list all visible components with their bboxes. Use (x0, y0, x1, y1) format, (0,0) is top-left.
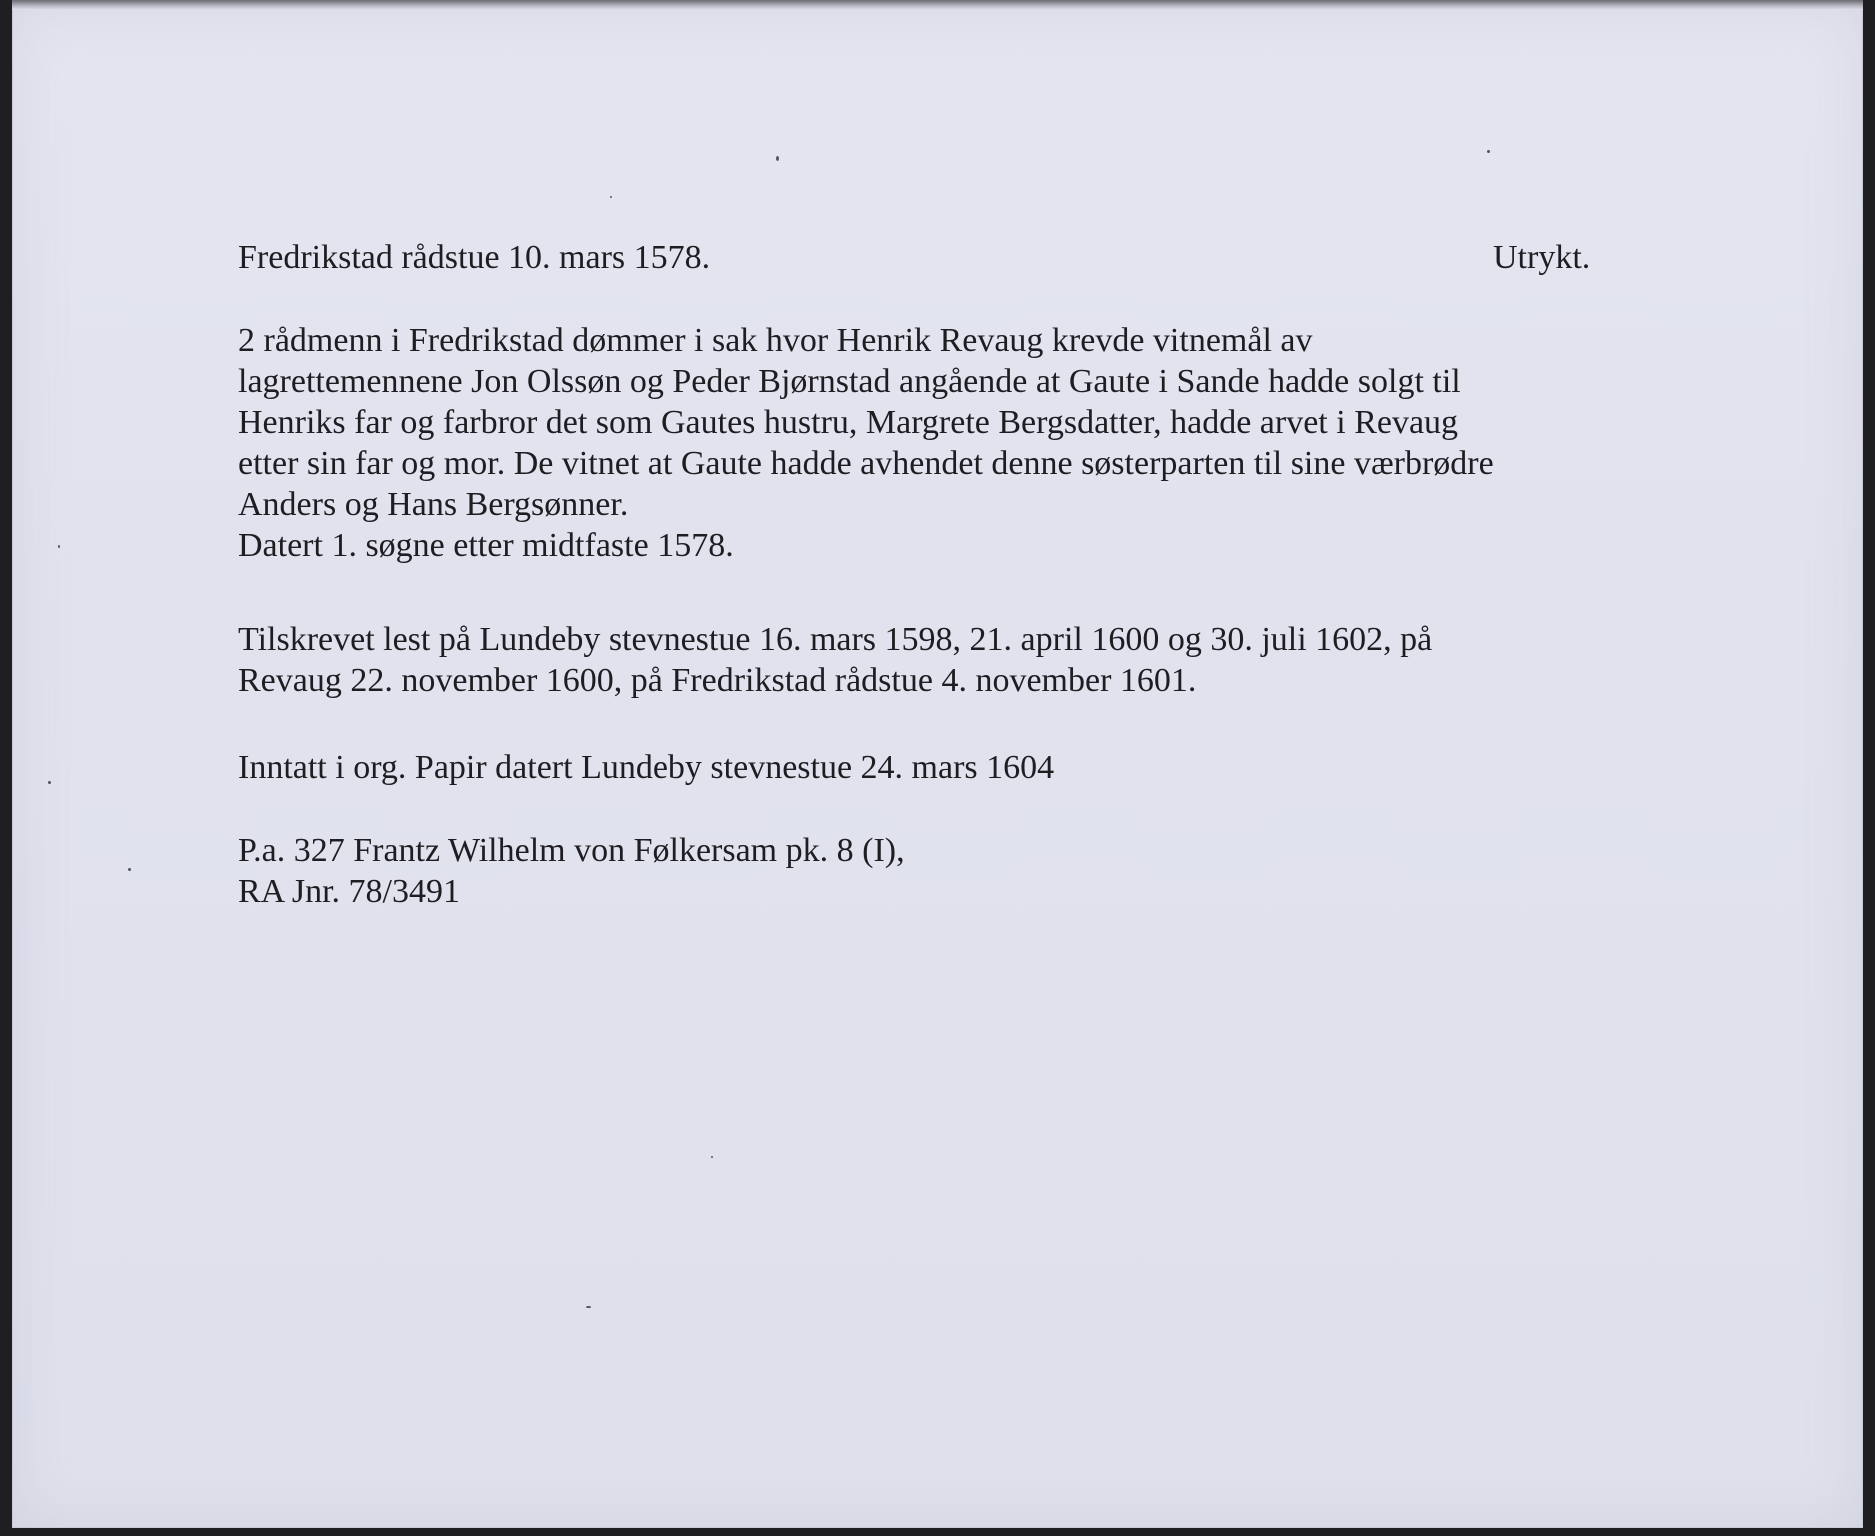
endorsement-paragraph (238, 619, 1432, 701)
scan-speck (711, 1156, 713, 1158)
summary-line: Datert 1. søgne etter midtfaste 1578. (238, 527, 734, 564)
archive-reference (238, 830, 905, 912)
summary-line: lagrettemennene Jon Olssøn og Peder Bjørnstad angående at Gaute i Sande hadde solgt til (238, 363, 1461, 400)
page-top-edge (12, 0, 1863, 10)
endorsement-line: Tilskrevet lest på Lundeby stevnestue 16. mars 1598, 21. april 1600 og 30. juli 1602, på (238, 621, 1433, 658)
scan-speck (128, 868, 131, 871)
reference-line: P.a. 327 Frantz Wilhelm von Følkersam pk. 8 (I), (238, 832, 905, 869)
summary-line: etter sin far og mor. De vitnet at Gaute hadde avhendet denne søsterparten til sine værbrødre (238, 445, 1494, 482)
inclusion-note (238, 747, 1054, 788)
document-heading: Fredrikstad rådstue 10. mars 1578. (238, 239, 711, 276)
reference-line: RA Jnr. 78/3491 (238, 873, 460, 910)
scan-speck (610, 196, 612, 198)
summary-line: Henriks far og farbror det som Gautes hustru, Margrete Bergsdatter, hadde arvet i Revaug (238, 404, 1459, 441)
summary-paragraph (238, 320, 1494, 566)
scan-speck (1487, 150, 1490, 153)
publication-status: Utrykt. (1493, 239, 1591, 276)
scan-speck (48, 781, 51, 784)
inclusion-line: Inntatt i org. Papir datert Lundeby stevnestue 24. mars 1604 (238, 749, 1055, 786)
summary-line: Anders og Hans Bergsønner. (238, 486, 629, 523)
scan-speck (58, 545, 60, 548)
scan-speck (586, 1306, 591, 1308)
endorsement-line: Revaug 22. november 1600, på Fredrikstad rådstue 4. november 1601. (238, 662, 1197, 699)
scan-speck (776, 156, 779, 161)
summary-line: 2 rådmenn i Fredrikstad dømmer i sak hvor Henrik Revaug krevde vitnemål av (238, 322, 1313, 359)
